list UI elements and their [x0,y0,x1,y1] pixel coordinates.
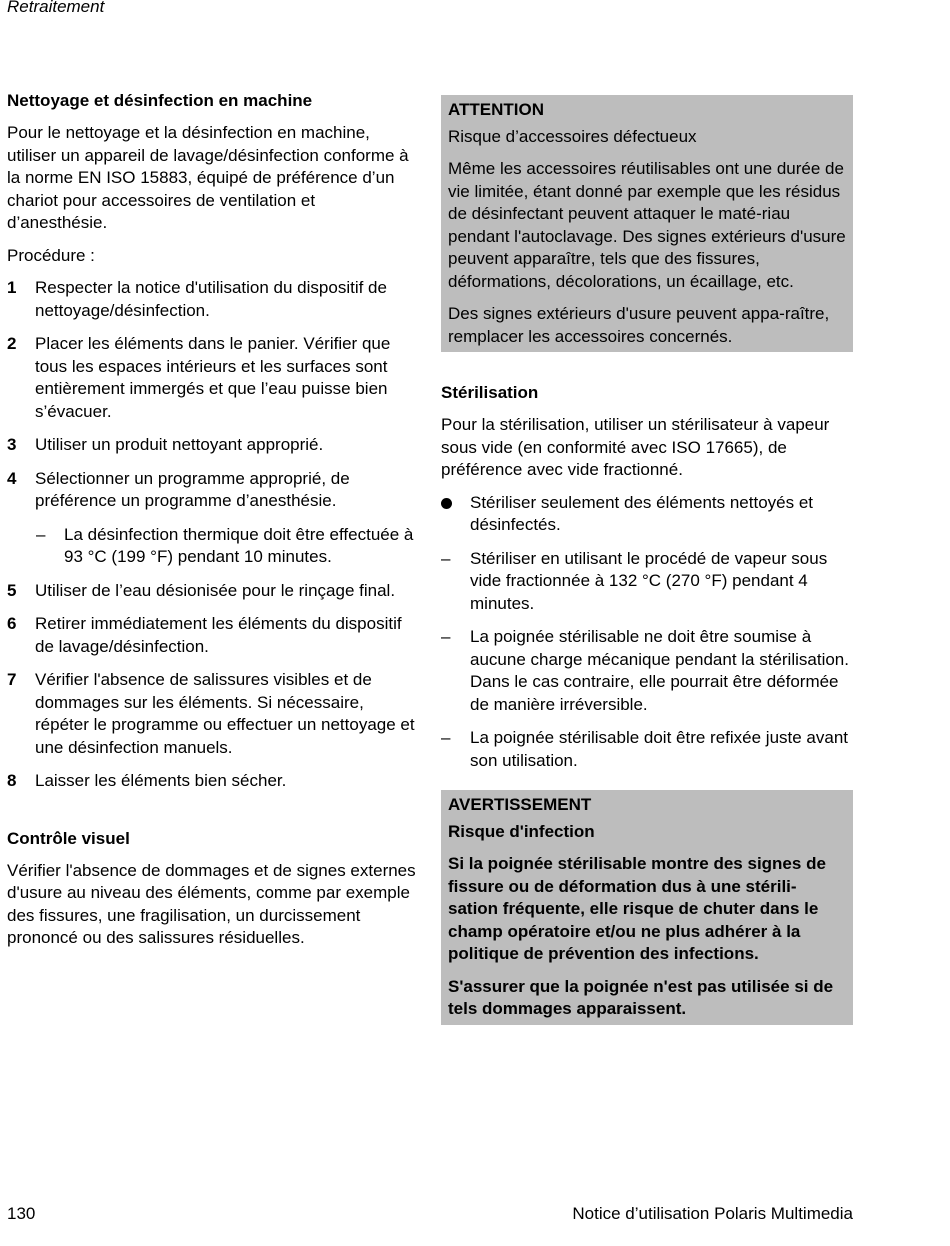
visual-check-text: Vérifier l'absence de dommages et de signes externes d'usure au niveau des éléments, comme par exemple des fissures, une fragilisation, un durcissement prononcé ou des salissures résiduelles. [7,860,416,947]
sub-list-item [7,524,419,569]
left-column [7,90,419,960]
dash-item-text: La poignée stérilisable doit être refixée juste avant son utilisation. [470,728,849,770]
dash-marker: – [36,524,46,544]
procedure-label: Procédure : [7,245,95,265]
step-number: 1 [7,278,17,297]
list-item [7,468,419,513]
dash-marker: – [441,627,451,646]
step-number: 4 [7,468,17,488]
procedure-steps [7,277,419,793]
attention-subtitle: Risque d’accessoires défectueux [448,127,697,146]
warning-paragraph: S'assurer que la poignée n'est pas utilisée si de tels dommages apparaissent. [448,976,834,1018]
step-number: 6 [7,614,17,633]
step-number: 8 [7,771,17,790]
attention-paragraph: Même les accessoires réutilisables ont une durée de vie limitée, étant donné par exemple que les résidus de désinfectant peuvent attaquer le maté-riau pendant l'autoclavage. Des signes extérieurs d'usure peuvent apparaître, tels que des fissures, déformations, décolorations, un écaillage, etc. [448,159,846,291]
visual-check-heading: Contrôle visuel [7,828,130,848]
list-item [7,669,419,759]
warning-subtitle: Risque d'infection [448,822,595,841]
step-text: Laisser les éléments bien sécher. [35,771,287,790]
list-item [7,770,419,793]
step-text: Utiliser un produit nettoyant approprié. [35,435,324,454]
step-number: 7 [7,670,17,689]
dash-item-text: Stériliser en utilisant le procédé de vapeur sous vide fractionnée à 132 °C (270 °F) pendant 4 minutes. [470,548,828,613]
machine-cleaning-intro: Pour le nettoyage et la désinfection en machine, utiliser un appareil de lavage/désinfection conforme à la norme EN ISO 15883, équipé de préférence d’un chariot pour accessoires de ventilation et d’anesthésie. [7,123,409,232]
step-number: 3 [7,435,17,454]
bullet-text: Stériliser seulement des éléments nettoyés et désinfectés. [470,492,814,534]
document-title: Notice d’utilisation Polaris Multimedia [572,1204,853,1223]
step-text: Respecter la notice d'utilisation du dispositif de nettoyage/désinfection. [35,278,387,320]
bullet-icon [441,492,452,516]
step-number: 2 [7,334,17,353]
dash-marker: – [441,728,451,747]
step-text: Utiliser de l’eau désionisée pour le rinçage final. [35,580,396,600]
machine-cleaning-heading: Nettoyage et désinfection en machine [7,91,313,110]
sub-item-text: La désinfection thermique doit être effectuée à 93 °C (199 °F) pendant 10 minutes. [64,524,414,566]
sterilisation-heading: Stérilisation [441,383,539,402]
list-item [441,626,853,716]
page-number: 130 [7,1204,36,1223]
list-item [7,580,419,603]
step-text: Vérifier l'absence de salissures visibles et de dommages sur les éléments. Si nécessaire, répéter le programme ou effectuer un nettoyage et une désinfection manuels. [35,670,415,757]
attention-paragraph: Des signes extérieurs d'usure peuvent appa-raître, remplacer les accessoires concernés. [448,304,830,346]
dash-item-text: La poignée stérilisable ne doit être soumise à aucune charge mécanique pendant la stérilisation. Dans le cas contraire, elle pourrait être déformée de manière irréversible. [470,627,849,714]
step-text: Sélectionner un programme approprié, de préférence un programme d’anesthésie. [35,468,350,510]
list-item [7,434,419,457]
right-column [441,95,853,1025]
dash-marker: – [441,548,451,568]
attention-box [441,95,853,352]
step-text: Placer les éléments dans le panier. Vérifier que tous les espaces intérieurs et les surfaces sont entièrement immergés et que l’eau puisse bien s’évacuer. [35,334,391,421]
warning-box [441,790,853,1025]
step-text: Retirer immédiatement les éléments du dispositif de lavage/désinfection. [35,614,402,656]
list-item [441,727,853,772]
attention-label: ATTENTION [448,100,545,119]
warning-paragraph: Si la poignée stérilisable montre des signes de fissure ou de déformation dus à une stérili-sation fréquente, elle risque de chuter dans le champ opératoire et/ou ne plus adhérer à la politique de prévention des infections. [448,854,826,963]
list-item [441,492,853,537]
warning-label: AVERTISSEMENT [448,795,592,814]
list-item [441,548,853,616]
list-item [7,333,419,423]
sterilisation-intro: Pour la stérilisation, utiliser un stérilisateur à vapeur sous vide (en conformité avec ISO 17665), de préférence avec vide fractionné. [441,415,830,479]
list-item [7,613,419,658]
step-number: 5 [7,580,17,600]
running-header: Retraitement [7,0,105,16]
list-item [7,277,419,322]
